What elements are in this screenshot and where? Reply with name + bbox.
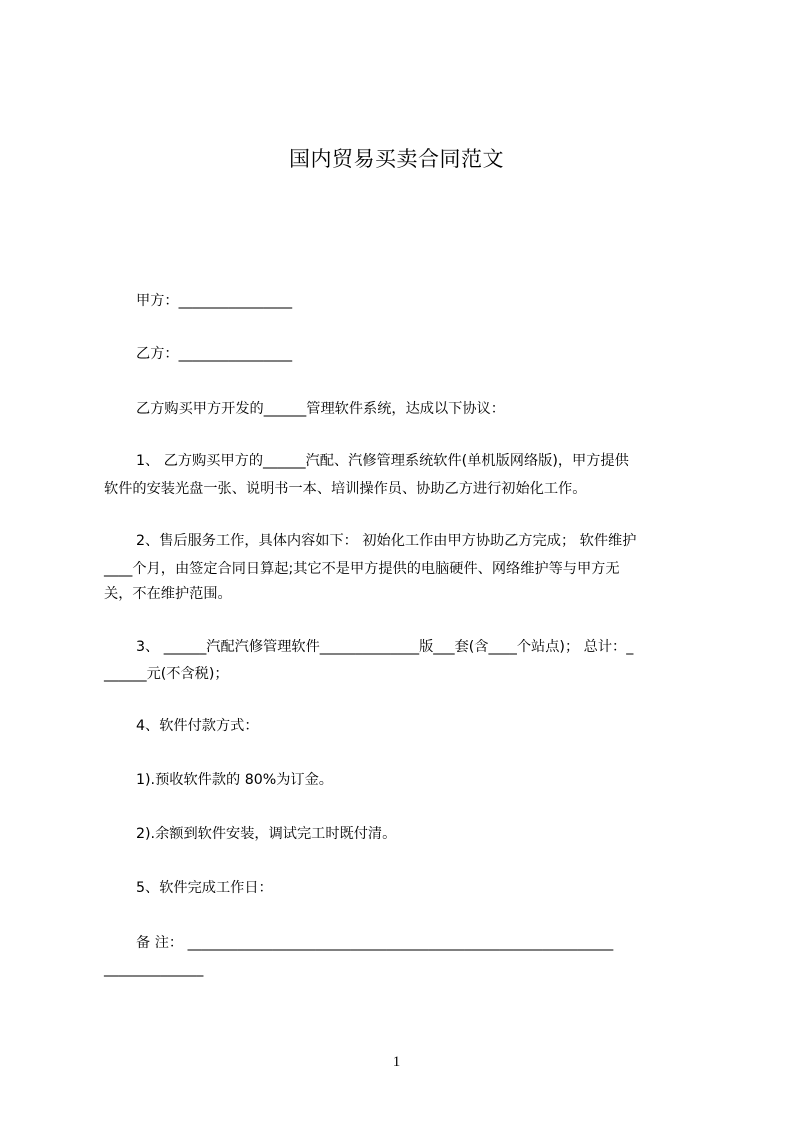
clause-4-item-1: 1).预收软件款的 80%为订金。	[136, 772, 333, 788]
clause-1-line-1: 1、 乙方购买甲方的______汽配、汽修管理系统软件(单机版网络版)，甲方提供	[136, 453, 629, 469]
party-a-line: 甲方：________________	[136, 293, 293, 309]
clause-2-line-3: 关，不在维护范围。	[104, 586, 232, 602]
remarks-line-1: 备 注： ____________________________________________________________	[136, 935, 614, 951]
clause-3-line-1: 3、 ______汽配汽修管理软件______________版___套(含____个站点)； 总计：_	[136, 639, 634, 655]
clause-2-line-2: ____个月，由签定合同日算起;其它不是甲方提供的电脑硬件、网络维护等与甲方无	[104, 561, 620, 577]
clause-4-heading: 4、软件付款方式：	[136, 718, 259, 734]
document-title: 国内贸易买卖合同范文	[289, 147, 504, 171]
clause-1-line-2: 软件的安装光盘一张、说明书一本、培训操作员、协助乙方进行初始化工作。	[104, 481, 587, 497]
page-number: 1	[392, 1054, 401, 1070]
clause-2-line-1: 2、售后服务工作，具体内容如下： 初始化工作由甲方协助乙方完成； 软件维护	[136, 533, 637, 549]
remarks-line-2: ______________	[104, 961, 204, 977]
clause-3-line-2: ______元(不含税)；	[104, 666, 229, 682]
clause-4-item-2: 2).余额到软件安装，调试完工时既付清。	[136, 826, 397, 842]
party-b-line: 乙方：________________	[136, 346, 293, 362]
clause-5-heading: 5、软件完成工作日：	[136, 880, 273, 896]
intro-paragraph: 乙方购买甲方开发的______管理软件系统，达成以下协议：	[136, 401, 505, 417]
